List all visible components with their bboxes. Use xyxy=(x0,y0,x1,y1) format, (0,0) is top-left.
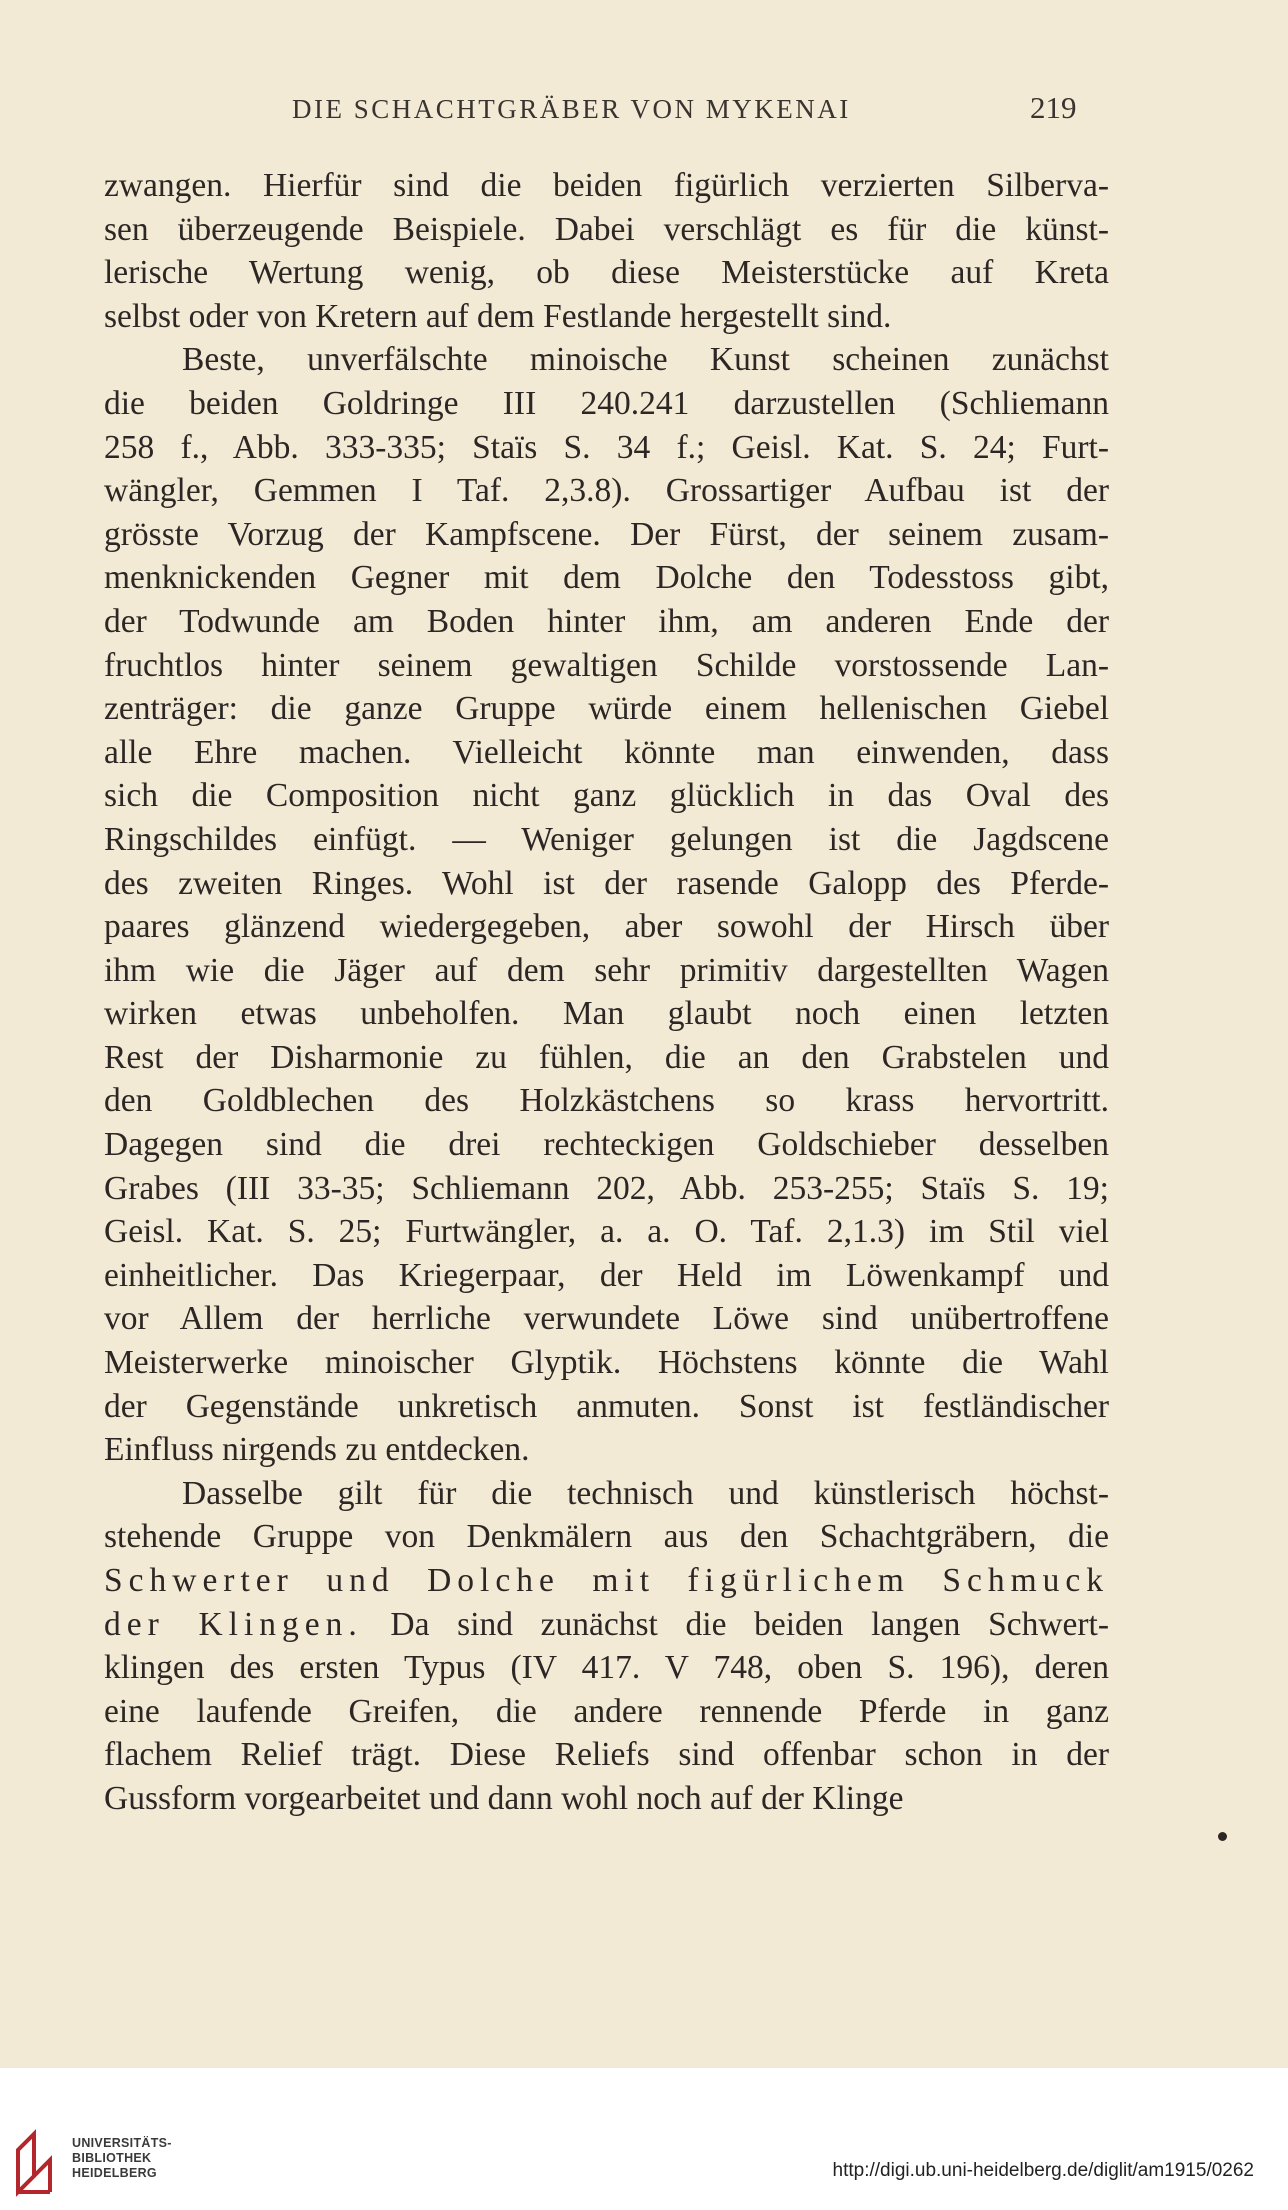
text-line: Gussform vorgearbeitet und dann wohl noch auf der Klinge xyxy=(104,1779,904,1817)
text-line: zenträger: die ganze Gruppe würde einem hellenischen Giebel xyxy=(104,690,1109,728)
text-line: sich die Composition nicht ganz glücklich in das Oval des xyxy=(104,777,1109,815)
text-line: paares glänzend wiedergegeben, aber sowohl der Hirsch über xyxy=(104,908,1109,946)
spaced-emphasis: der Klingen. xyxy=(104,1605,363,1643)
text-line: einheitlicher. Das Kriegerpaar, der Held im Löwenkampf und xyxy=(104,1256,1109,1294)
text-line: der Todwunde am Boden hinter ihm, am anderen Ende der xyxy=(104,602,1109,640)
text-line: sen überzeugende Beispiele. Dabei verschlägt es für die künst- xyxy=(104,210,1109,248)
library-line: BIBLIOTHEK xyxy=(72,2151,152,2165)
text-line: Dagegen sind die drei rechteckigen Goldschieber desselben xyxy=(104,1126,1109,1164)
text-line: stehende Gruppe von Denkmälern aus den Schachtgräbern, die xyxy=(104,1518,1109,1556)
text-line: Ringschildes einfügt. — Weniger gelungen ist die Jagdscene xyxy=(104,820,1109,858)
text-line: zwangen. Hierfür sind die beiden figürlich verzierten Silberva- xyxy=(104,167,1109,204)
text-line: 258 f., Abb. 333-335; Staïs S. 34 f.; Geisl. Kat. S. 24; Furt- xyxy=(104,428,1109,466)
text-line: fruchtlos hinter seinem gewaltigen Schilde vorstossende Lan- xyxy=(104,646,1109,684)
text-line: Einfluss nirgends zu entdecken. xyxy=(104,1431,530,1469)
text-line: lerische Wertung wenig, ob diese Meisterstücke auf Kreta xyxy=(104,254,1109,292)
text-line: klingen des ersten Typus (IV 417. V 748, oben S. 196), deren xyxy=(104,1649,1109,1687)
text-line: Rest der Disharmonie zu fühlen, die an den Grabstelen und xyxy=(104,1038,1109,1076)
text-line-spaced: Schwerter und Dolche mit figürlichem Schmuck xyxy=(104,1562,1109,1599)
text-line: menknickenden Gegner mit dem Dolche den Todesstoss gibt, xyxy=(104,559,1109,597)
body-text xyxy=(104,164,1109,1821)
text-line: eine laufende Greifen, die andere rennende Pferde in ganz xyxy=(104,1692,1109,1730)
ink-dot-mark xyxy=(1218,1832,1227,1841)
text-line: selbst oder von Kretern auf dem Festlande hergestellt sind. xyxy=(104,297,892,335)
viewer-footer xyxy=(0,2068,1288,2210)
text-line: des zweiten Ringes. Wohl ist der rasende Galopp des Pferde- xyxy=(104,864,1109,902)
university-logo-icon xyxy=(12,2128,62,2198)
text-line: wirken etwas unbeholfen. Man glaubt noch einen letzten xyxy=(104,995,1109,1033)
source-url-link[interactable]: http://digi.ub.uni-heidelberg.de/diglit/am1915/0262 xyxy=(832,2160,1254,2181)
page-header xyxy=(0,90,1288,134)
text-line: den Goldblechen des Holzkästchens so krass hervortritt. xyxy=(104,1082,1109,1120)
library-name xyxy=(72,2136,172,2181)
running-title: DIE SCHACHTGRÄBER VON MYKENAI xyxy=(292,94,851,124)
library-line: UNIVERSITÄTS- xyxy=(72,2136,172,2150)
text-line: die beiden Goldringe III 240.241 darzustellen (Schliemann xyxy=(104,384,1109,422)
text-line: der Gegenstände unkretisch anmuten. Sonst ist festländischer xyxy=(104,1387,1109,1425)
library-line: HEIDELBERG xyxy=(72,2166,157,2180)
text-line: flachem Relief trägt. Diese Reliefs sind offenbar schon in der xyxy=(104,1736,1109,1774)
text-line: Meisterwerke minoischer Glyptik. Höchstens könnte die Wahl xyxy=(104,1344,1109,1382)
text-line: grösste Vorzug der Kampfscene. Der Fürst, der seinem zusam- xyxy=(104,515,1109,553)
text-line: vor Allem der herrliche verwundete Löwe sind unübertroffene xyxy=(104,1300,1109,1338)
text-line: Geisl. Kat. S. 25; Furtwängler, a. a. O. Taf. 2,1.3) im Stil viel xyxy=(104,1213,1109,1251)
text-line xyxy=(104,1603,1109,1647)
text-line: Beste, unverfälschte minoische Kunst scheinen zunächst xyxy=(182,341,1109,379)
text-line: alle Ehre machen. Vielleicht könnte man einwenden, dass xyxy=(104,733,1109,771)
text-line: Grabes (III 33-35; Schliemann 202, Abb. 253-255; Staïs S. 19; xyxy=(104,1169,1109,1207)
text-line: wängler, Gemmen I Taf. 2,3.8). Grossartiger Aufbau ist der xyxy=(104,472,1109,510)
text-line: Dasselbe gilt für die technisch und künstlerisch höchst- xyxy=(182,1474,1109,1512)
page-number: 219 xyxy=(1030,90,1077,125)
text-fragment: Da sind zunächst die beiden langen Schwert- xyxy=(362,1605,1109,1643)
text-line: ihm wie die Jäger auf dem sehr primitiv dargestellten Wagen xyxy=(104,951,1109,989)
